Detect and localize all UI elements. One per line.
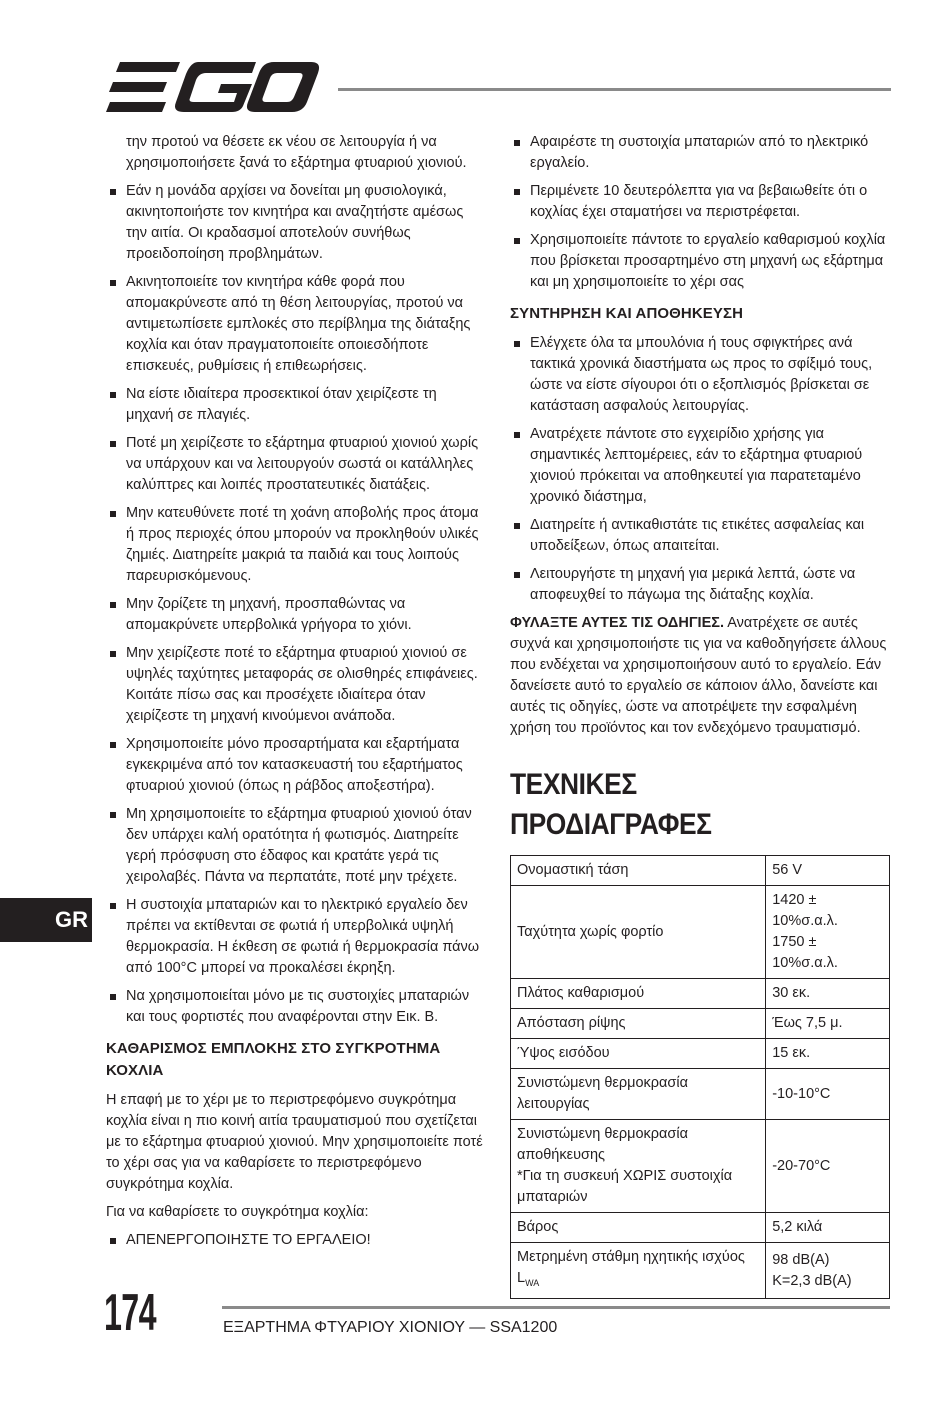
spec-label: Ταχύτητα χωρίς φορτίο [511,886,766,979]
save-instructions-text: Ανατρέχετε σε αυτές συχνά και χρησιμοποιήστε τις για να καθοδηγήσετε άλλους που ενδέχεται να χρησιμοποιήσουν αυτό το εργαλείο. Εάν δανείσετε αυτό το εργαλείο σε κάποιον άλλο, δανείστε και αυτές τις οδηγίες, ώστε να αποτρέψετε την εσφαλμένη χρήση του προϊόντος και τον ενδεχόμενο τραυματισμό. [510,615,887,736]
bullet-square-icon [514,140,520,146]
table-row [511,1213,890,1243]
list-item: Μην ζορίζετε τη μηχανή, προσπαθώντας να απομακρύνετε υπερβολικά γρήγορα το χιόνι. [106,594,488,636]
bullet-square-icon [110,994,116,1000]
auger-cleaning-paragraph: Η επαφή με το χέρι με το περιστρεφόμενο συγκρότημα κοχλία είναι η πιο κοινή αιτία τραυματισμού που σχετίζεται με το εξάρτημα φτυαριού χιονιού. Μην χρησιμοποιείτε ποτέ το χέρι σας για να καθαρίσετε το περιστρεφόμενο συγκρότημα κοχλία. [106,1092,483,1192]
bullet-square-icon [110,602,116,608]
bullet-square-icon [110,511,116,517]
left-column [106,132,488,1258]
spec-label: Πλάτος καθαρισμού [511,979,766,1009]
footer-rule [222,1306,890,1309]
list-item: ΑΠΕΝΕΡΓΟΠΟΙΗΣΤΕ ΤΟ ΕΡΓΑΛΕΙΟ! [106,1230,488,1251]
spec-label-subscript: WA [525,1278,540,1288]
safety-bullet-list [106,181,488,1028]
spec-label: Βάρος [511,1213,766,1243]
bullet-square-icon [110,742,116,748]
spec-value: 30 εκ. [766,979,890,1009]
bullet-square-icon [514,238,520,244]
spec-label: Ύψος εισόδου [511,1039,766,1069]
spec-label: Συνιστώμενη θερμοκρασία λειτουργίας [511,1069,766,1120]
list-item: Μην κατευθύνετε ποτέ τη χοάνη αποβολής προς άτομα ή προς περιοχές όπου μπορούν να προκληθούν υλικές ζημιές. Διατηρείτε μακριά τα παιδιά και τους λοιπούς παρευρισκόμενους. [106,503,488,587]
bullet-square-icon [110,651,116,657]
bullet-square-icon [110,812,116,818]
list-item: Χρησιμοποιείτε πάντοτε το εργαλείο καθαρισμού κοχλία που βρίσκεται προσαρτημένο στη μηχανή ως εξάρτημα και μη χρησιμοποιείτε το χέρι σας [510,230,890,293]
bullet-square-icon [514,523,520,529]
spec-label: Μετρημένη στάθμη ηχητικής ισχύος $L_{WA}$ [511,1243,766,1299]
ego-logo [106,62,320,114]
list-item: Μην χειρίζεστε ποτέ το εξάρτημα φτυαριού χιονιού σε υψηλές ταχύτητες μεταφοράς σε ολισθηρές επιφάνειες. Κοιτάτε πίσω σας και προσέχετε ιδιαίτερα όταν χειρίζεστε τη μηχανή κινούμενοι ανάποδα. [106,643,488,727]
spec-label: Ονομαστική τάση [511,856,766,886]
auger-cleaning-intro: Για να καθαρίσετε το συγκρότημα κοχλία: [106,1204,369,1220]
list-item: Περιμένετε 10 δευτερόλεπτα για να βεβαιωθείτε ότι ο κοχλίας έχει σταματήσει να περιστρέφεται. [510,181,890,223]
maintenance-bullet-list [510,333,890,606]
list-item: Εάν η μονάδα αρχίσει να δονείται μη φυσιολογικά, ακινητοποιήστε τον κινητήρα και αναζητήστε αμέσως την αιτία. Οι κραδασμοί αποτελούν συνήθως προειδοποίηση προβλημάτων. [106,181,488,265]
specs-heading: ΤΕΧΝΙΚΕΣ ΠΡΟΔΙΑΓΡΑΦΕΣ [510,768,712,841]
spec-value: -10-10°C [766,1069,890,1120]
spec-value: 1420 ± 10%σ.α.λ. 1750 ± 10%σ.α.λ. [766,886,890,979]
auger-cleaning-steps-continued [510,132,890,293]
table-row [511,979,890,1009]
list-item: Διατηρείτε ή αντικαθιστάτε τις ετικέτες ασφαλείας και υποδείξεων, όπως απαιτείται. [510,515,890,557]
spec-label: Συνιστώμενη θερμοκρασία αποθήκευσης *Για τη συσκευή ΧΩΡΙΣ συστοιχία μπαταριών [511,1120,766,1213]
specs-table [510,855,890,1299]
language-tab: GR [0,898,92,942]
right-column [510,132,890,1299]
bullet-square-icon [110,189,116,195]
list-item: Να είστε ιδιαίτερα προσεκτικοί όταν χειρίζεστε τη μηχανή σε πλαγιές. [106,384,488,426]
page-number: 174 [104,1284,156,1342]
list-item: Χρησιμοποιείτε μόνο προσαρτήματα και εξαρτήματα εγκεκριμένα από τον κατασκευαστή του εξαρτήματος φτυαριού χιονιού (όπως η ράβδος αποξεστήρα). [106,734,488,797]
save-instructions-strong: ΦΥΛΑΞΤΕ ΑΥΤΕΣ ΤΙΣ ΟΔΗΓΙΕΣ. [510,615,724,631]
bullet-square-icon [110,280,116,286]
table-row [511,1069,890,1120]
bullet-square-icon [110,392,116,398]
list-item: Αφαιρέστε τη συστοιχία μπαταριών από το ηλεκτρικό εργαλείο. [510,132,890,174]
auger-cleaning-steps [106,1230,488,1251]
list-item: Ανατρέχετε πάντοτε στο εγχειρίδιο χρήσης για σημαντικές λεπτομέρειες, εάν το εξάρτημα φτυαριού χιονιού πρόκειται να αποθηκευτεί για παρατεταμένο χρονικό διάστημα, [510,424,890,508]
list-item: Μη χρησιμοποιείτε το εξάρτημα φτυαριού χιονιού όταν δεν υπάρχει καλή ορατότητα ή φωτισμός. Διατηρείτε γερή πρόσφυση στο έδαφος και κρατάτε γερά τις χειρολαβές. Πάντα να περπατάτε, ποτέ μην τρέχετε. [106,804,488,888]
list-item: Λειτουργήστε τη μηχανή για μερικά λεπτά, ώστε να αποφευχθεί το πάγωμα της διάταξης κοχλία. [510,564,890,606]
header-rule [338,88,891,91]
spec-value: -20-70°C [766,1120,890,1213]
spec-value: Έως 7,5 μ. [766,1009,890,1039]
spec-value: 15 εκ. [766,1039,890,1069]
list-item: Ακινητοποιείτε τον κινητήρα κάθε φορά που απομακρύνεστε από τη θέση λειτουργίας, προτού να αντιμετωπίσετε εμπλοκές στο περίβλημα της διάταξης κοχλία και όταν πραγματοποιείτε οποιεσδήποτε επισκευές, ρυθμίσεις ή επιθεωρήσεις. [106,272,488,377]
table-row [511,1243,890,1299]
bullet-square-icon [514,189,520,195]
bullet-square-icon [110,903,116,909]
bullet-square-icon [110,1238,116,1244]
auger-cleaning-heading: ΚΑΘΑΡΙΣΜΟΣ ΕΜΠΛΟΚΗΣ ΣΤΟ ΣΥΓΚΡΟΤΗΜΑ ΚΟΧΛΙΑ [106,1040,441,1079]
table-row [511,1009,890,1039]
table-row [511,1120,890,1213]
bullet-square-icon [514,572,520,578]
footer-title: ΕΞΑΡΤΗΜΑ ΦΤΥΑΡΙΟΥ ΧΙΟΝΙΟΥ — SSA1200 [223,1319,558,1336]
bullet-square-icon [110,441,116,447]
spec-value: 56 V [766,856,890,886]
table-row [511,856,890,886]
continuation-paragraph: την προτού να θέσετε εκ νέου σε λειτουργία ή να χρησιμοποιήσετε ξανά το εξάρτημα φτυαριού χιονιού. [126,134,467,171]
list-item: Η συστοιχία μπαταριών και το ηλεκτρικό εργαλείο δεν πρέπει να εκτίθενται σε φωτιά ή υπερβολικά υψηλή θερμοκρασία. Η έκθεση σε φωτιά ή θερμοκρασία πάνω από 100°C μπορεί να προκαλέσει έκρηξη. [106,895,488,979]
table-row [511,1039,890,1069]
bullet-square-icon [514,432,520,438]
save-instructions-paragraph [510,613,890,739]
spec-label: Απόσταση ρίψης [511,1009,766,1039]
list-item: Ελέγχετε όλα τα μπουλόνια ή τους σφιγκτήρες ανά τακτικά χρονικά διαστήματα ως προς το σφίξιμό τους, ώστε να είστε σίγουροι ότι ο εξοπλισμός βρίσκεται σε κατάσταση ασφαλούς λειτουργίας. [510,333,890,417]
list-item: Να χρησιμοποιείται μόνο με τις συστοιχίες μπαταριών και τους φορτιστές που αναφέρονται στην Εικ. Β. [106,986,488,1028]
spec-value: 98 dB(A) K=2,3 dB(A) [766,1243,890,1299]
spec-value: 5,2 κιλά [766,1213,890,1243]
table-row [511,886,890,979]
maintenance-heading: ΣΥΝΤΗΡΗΣΗ ΚΑΙ ΑΠΟΘΗΚΕΥΣΗ [510,305,744,322]
bullet-square-icon [514,341,520,347]
list-item: Ποτέ μη χειρίζεστε το εξάρτημα φτυαριού χιονιού χωρίς να υπάρχουν και να λειτουργούν σωστά οι κατάλληλες καλύπτρες και λοιπές προστατευτικές διατάξεις. [106,433,488,496]
